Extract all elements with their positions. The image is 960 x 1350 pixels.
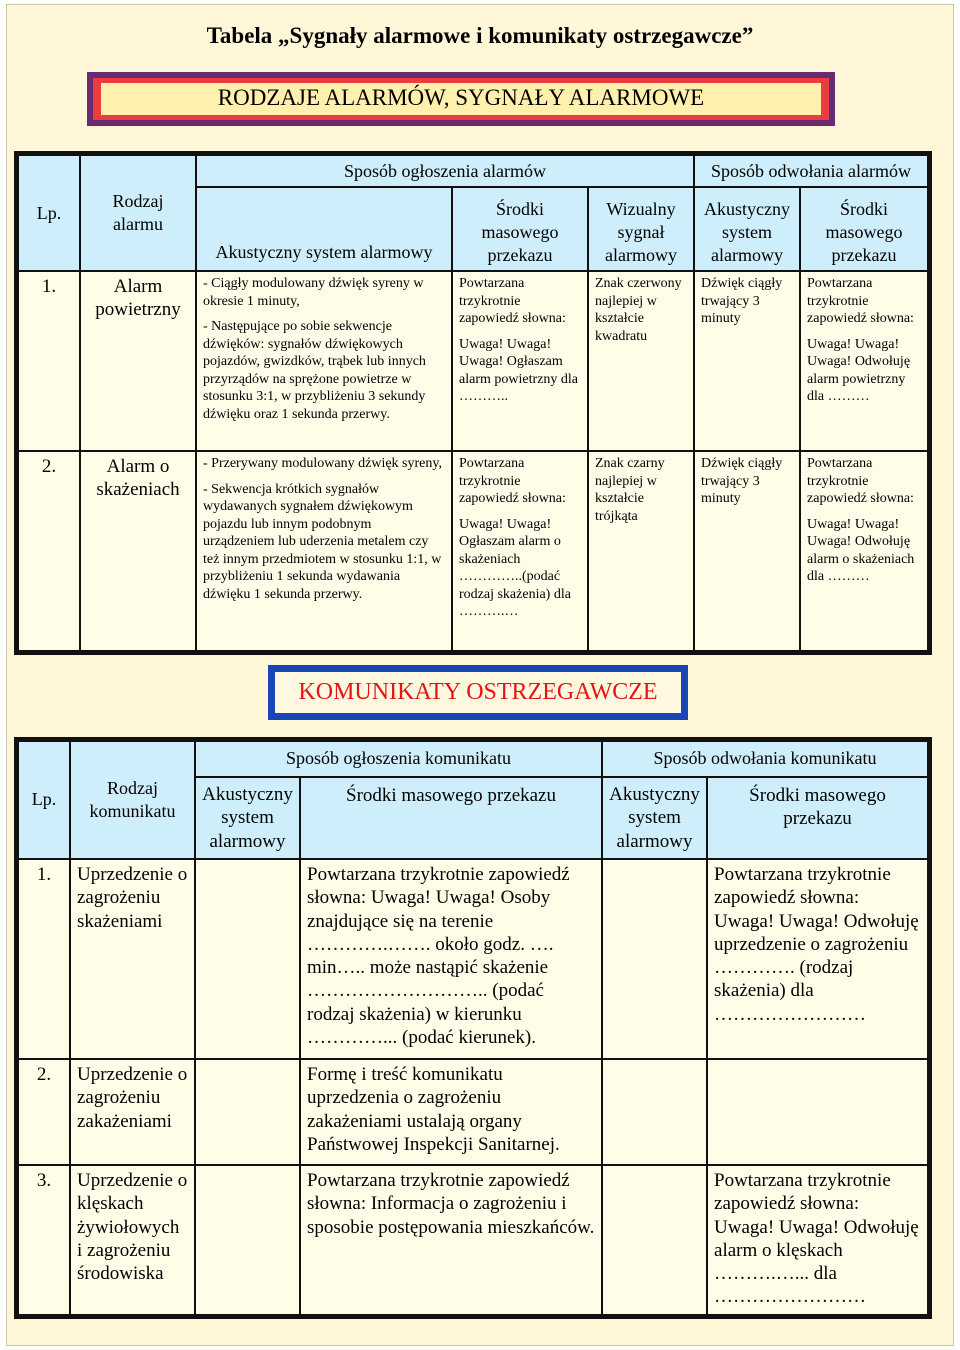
warnings-header-acoustic: Akustyczny system alarmowy (195, 777, 300, 859)
alarm-row-1-cancel-acoustic: Dźwięk ciągły trwający 3 minuty (694, 271, 800, 451)
warning-row-1-lp: 1. (18, 859, 70, 1059)
alarm-row-2-media (452, 451, 588, 651)
warning-row-2-type: Uprzedzenie o zagrożeniu zakażeniami (70, 1059, 195, 1165)
alarms-header-acoustic: Akustyczny system alarmowy (196, 187, 452, 271)
alarm-row-1-lp: 1. (18, 271, 80, 451)
alarm-row-2-cancel-media-p1: Powtarzana trzykrotnie zapowiedź słowna: (807, 456, 914, 506)
warnings-header-lp: Lp. (18, 741, 70, 859)
warning-row-1-cancel-media: Powtarzana trzykrotnie zapowiedź słowna: Uwaga! Uwaga! Odwołuję uprzedzenie o zagrożeniu …………. (rodzaj skażenia) dla …………………… (707, 859, 928, 1059)
alarm-row-2-acoustic-p1: - Przerywany modulowany dźwięk syreny, (203, 456, 442, 471)
alarm-row-1-visual: Znak czerwony najlepiej w kształcie kwadratu (588, 271, 694, 451)
alarm-row-2-type: Alarm o skażeniach (80, 451, 196, 651)
alarms-header-cancel-acoustic: Akustyczny system alarmowy (694, 187, 800, 271)
warnings-header-cancel-acoustic: Akustyczny system alarmowy (602, 777, 707, 859)
warnings-header-type: Rodzaj komunikatu (70, 741, 195, 859)
alarms-banner (87, 72, 835, 126)
warning-row-3-media: Powtarzana trzykrotnie zapowiedź słowna: Informacja o zagrożeniu i sposobie postępowania mieszkańców. (300, 1165, 602, 1315)
warning-row-3-cancel-acoustic (602, 1165, 707, 1315)
alarm-row-2-visual: Znak czarny najlepiej w kształcie trójkąta (588, 451, 694, 651)
warning-row-1-cancel-acoustic (602, 859, 707, 1059)
document-title: Tabela „Sygnały alarmowe i komunikaty ostrzegawcze” (206, 23, 754, 48)
alarms-header-cancel-media: Środki masowego przekazu (800, 187, 928, 271)
warning-row-3-acoustic (195, 1165, 300, 1315)
warnings-header-cancel-media: Środki masowego przekazu (707, 777, 928, 859)
warning-row-1-media: Powtarzana trzykrotnie zapowiedź słowna: Uwaga! Uwaga! Osoby znajdujące się na terenie ………….……. około godz. …. min….. może nastąpić skażenie ……………………….. (podać rodzaj skażenia) w kierunku …………... (podać kierunek). (300, 859, 602, 1059)
warning-row-2-lp: 2. (18, 1059, 70, 1165)
warning-row-2-media: Formę i treść komunikatu uprzedzenia o zagrożeniu zakażeniami ustalają organy Państwowej Inspekcji Sanitarnej. (300, 1059, 602, 1165)
alarms-header-announce: Sposób ogłoszenia alarmów (196, 155, 694, 187)
alarms-header-visual: Wizualny sygnał alarmowy (588, 187, 694, 271)
warning-row-3-type: Uprzedzenie o klęskach żywiołowych i zagrożeniu środowiska (70, 1165, 195, 1315)
warning-row-2-acoustic (195, 1059, 300, 1165)
alarm-row-2-cancel-acoustic: Dźwięk ciągły trwający 3 minuty (694, 451, 800, 651)
warnings-banner-text: KOMUNIKATY OSTRZEGAWCZE (275, 672, 681, 713)
alarm-row-1-type: Alarm powietrzny (80, 271, 196, 451)
alarm-row-2-media-p1: Powtarzana trzykrotnie zapowiedź słowna: (459, 456, 566, 506)
warning-row-2-cancel-acoustic (602, 1059, 707, 1165)
alarm-row-1-cancel-media-p2: Uwaga! Uwaga! Uwaga! Odwołuję alarm powietrzny dla ……… (807, 336, 911, 404)
warning-row-2-cancel-media (707, 1059, 928, 1165)
alarms-header-cancel: Sposób odwołania alarmów (694, 155, 928, 187)
alarm-row-2-acoustic (196, 451, 452, 651)
alarms-table (14, 151, 932, 655)
warnings-header-cancel: Sposób odwołania komunikatu (602, 741, 928, 777)
alarms-header-media: Środki masowego przekazu (452, 187, 588, 271)
alarms-header-lp: Lp. (18, 155, 80, 271)
warnings-banner (268, 665, 688, 720)
alarm-row-1-media-p1: Powtarzana trzykrotnie zapowiedź słowna: (459, 276, 566, 326)
alarm-row-1-media (452, 271, 588, 451)
alarm-row-2-media-p2: Uwaga! Uwaga! Ogłaszam alarm o skażeniach …………..(podać rodzaj skażenia) dla ……….… (459, 516, 571, 619)
warnings-header-media: Środki masowego przekazu (300, 777, 602, 859)
alarm-row-2-lp: 2. (18, 451, 80, 651)
alarm-row-1-cancel-media-p1: Powtarzana trzykrotnie zapowiedź słowna: (807, 276, 914, 326)
alarm-row-1-media-p2: Uwaga! Uwaga! Uwaga! Ogłaszam alarm powietrzny dla ……….. (459, 336, 578, 404)
warnings-header-announce: Sposób ogłoszenia komunikatu (195, 741, 602, 777)
alarms-banner-text: RODZAJE ALARMÓW, SYGNAŁY ALARMOWE (101, 83, 821, 115)
alarm-row-1-acoustic (196, 271, 452, 451)
warning-row-1-acoustic (195, 859, 300, 1059)
warnings-table (14, 737, 932, 1319)
alarm-row-1-acoustic-p1: - Ciągły modulowany dźwięk syreny w okresie 1 minuty, (203, 276, 424, 309)
alarms-header-type: Rodzaj alarmu (80, 155, 196, 271)
alarm-row-2-cancel-media-p2: Uwaga! Uwaga! Uwaga! Odwołuję alarm o skażeniach dla ……… (807, 516, 915, 584)
alarm-row-1-cancel-media (800, 271, 928, 451)
warning-row-1-type: Uprzedzenie o zagrożeniu skażeniami (70, 859, 195, 1059)
alarm-row-2-cancel-media (800, 451, 928, 651)
alarm-row-1-acoustic-p2: - Następujące po sobie sekwencje dźwięków: sygnałów dźwiękowych pojazdów, gwizdków, trąbek lub innych przyrządów na sprężone powietrze w stosunku 3:1, w przybliżeniu 3 sekundy dźwięku oraz 1 sekunda przerwy. (203, 319, 426, 422)
warning-row-3-lp: 3. (18, 1165, 70, 1315)
alarm-row-2-acoustic-p2: - Sekwencja krótkich sygnałów wydawanych sygnałem dźwiękowym pojazdu lub innym podobnym urządzeniem lub uderzenia metalem czy też innym przedmiotem w stosunku 1:1, w przybliżeniu 1 sekunda wydawania dźwięku 1 sekunda przerwy. (203, 481, 442, 602)
warning-row-3-cancel-media: Powtarzana trzykrotnie zapowiedź słowna: Uwaga! Uwaga! Odwołuję alarm o klęskach ……….…... dla …………………… (707, 1165, 928, 1315)
